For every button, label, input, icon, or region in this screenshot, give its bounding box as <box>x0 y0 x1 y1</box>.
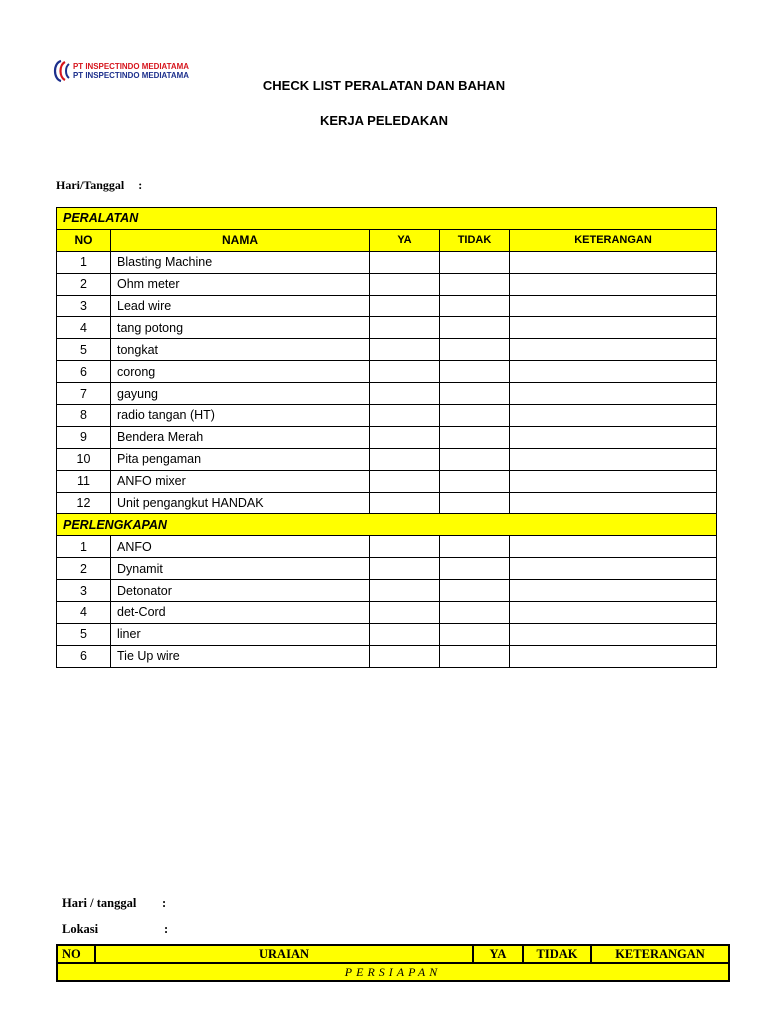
logo-text-main: PT INSPECTINDO MEDIATAMA <box>73 70 189 80</box>
item-no: 3 <box>57 580 111 602</box>
tidak-cell[interactable] <box>440 405 510 427</box>
keterangan-cell[interactable] <box>510 623 717 645</box>
tidak-cell[interactable] <box>440 273 510 295</box>
keterangan-cell[interactable] <box>510 317 717 339</box>
section-title: PERALATAN <box>57 208 717 230</box>
tidak-cell[interactable] <box>440 251 510 273</box>
date-label: Hari/Tanggal <box>56 178 125 192</box>
tidak-cell[interactable] <box>440 426 510 448</box>
tidak-cell[interactable] <box>440 645 510 667</box>
tidak-cell[interactable] <box>440 623 510 645</box>
tidak-cell[interactable] <box>440 339 510 361</box>
section-row <box>57 208 717 230</box>
table-header-row <box>57 229 717 251</box>
item-no: 4 <box>57 317 111 339</box>
item-name: Detonator <box>111 580 370 602</box>
keterangan-cell[interactable] <box>510 558 717 580</box>
item-name: gayung <box>111 383 370 405</box>
ya-cell[interactable] <box>370 295 440 317</box>
ya-cell[interactable] <box>370 426 440 448</box>
keterangan-cell[interactable] <box>510 273 717 295</box>
item-no: 1 <box>57 251 111 273</box>
item-name: tongkat <box>111 339 370 361</box>
table-row <box>57 536 717 558</box>
table-row <box>57 448 717 470</box>
date-line <box>56 178 142 193</box>
second-header-tidak: TIDAK <box>523 945 591 963</box>
item-name: Ohm meter <box>111 273 370 295</box>
table-row <box>57 405 717 427</box>
tidak-cell[interactable] <box>440 361 510 383</box>
header-tidak: TIDAK <box>440 229 510 251</box>
keterangan-cell[interactable] <box>510 645 717 667</box>
ya-cell[interactable] <box>370 361 440 383</box>
table-row <box>57 273 717 295</box>
table-row <box>57 492 717 514</box>
ya-cell[interactable] <box>370 580 440 602</box>
second-date-label: Hari / tanggal <box>62 896 137 910</box>
keterangan-cell[interactable] <box>510 361 717 383</box>
ya-cell[interactable] <box>370 645 440 667</box>
page-title-line2: KERJA PELEDAKAN <box>319 113 449 128</box>
item-no: 6 <box>57 645 111 667</box>
keterangan-cell[interactable] <box>510 448 717 470</box>
item-no: 7 <box>57 383 111 405</box>
header-no: NO <box>57 229 111 251</box>
page-title-line1: CHECK LIST PERALATAN DAN BAHAN <box>262 78 506 93</box>
second-section-row <box>57 963 729 981</box>
ya-cell[interactable] <box>370 448 440 470</box>
keterangan-cell[interactable] <box>510 251 717 273</box>
ya-cell[interactable] <box>370 273 440 295</box>
section-row <box>57 514 717 536</box>
keterangan-cell[interactable] <box>510 580 717 602</box>
second-header-keterangan: KETERANGAN <box>591 945 729 963</box>
location-label: Lokasi <box>62 922 99 936</box>
table-row <box>57 383 717 405</box>
item-name: ANFO mixer <box>111 470 370 492</box>
keterangan-cell[interactable] <box>510 383 717 405</box>
tidak-cell[interactable] <box>440 492 510 514</box>
location-line <box>62 922 169 937</box>
item-name: Bendera Merah <box>111 426 370 448</box>
table-row <box>57 645 717 667</box>
keterangan-cell[interactable] <box>510 470 717 492</box>
checklist-table <box>56 207 717 668</box>
item-name: Dynamit <box>111 558 370 580</box>
item-name: det-Cord <box>111 602 370 624</box>
second-header-uraian: URAIAN <box>95 945 473 963</box>
table-row <box>57 470 717 492</box>
keterangan-cell[interactable] <box>510 426 717 448</box>
item-no: 9 <box>57 426 111 448</box>
item-no: 11 <box>57 470 111 492</box>
section-persiapan: PERSIAPAN <box>57 963 729 981</box>
item-no: 4 <box>57 602 111 624</box>
second-date-colon: : <box>162 896 167 910</box>
item-no: 12 <box>57 492 111 514</box>
second-header-no: NO <box>57 945 95 963</box>
tidak-cell[interactable] <box>440 602 510 624</box>
item-no: 2 <box>57 558 111 580</box>
item-name: Lead wire <box>111 295 370 317</box>
item-name: Unit pengangkut HANDAK <box>111 492 370 514</box>
tidak-cell[interactable] <box>440 295 510 317</box>
header-keterangan: KETERANGAN <box>510 229 717 251</box>
ya-cell[interactable] <box>370 251 440 273</box>
item-name: tang potong <box>111 317 370 339</box>
item-name: Tie Up wire <box>111 645 370 667</box>
item-name: corong <box>111 361 370 383</box>
ya-cell[interactable] <box>370 492 440 514</box>
table-row <box>57 580 717 602</box>
ya-cell[interactable] <box>370 623 440 645</box>
item-name: radio tangan (HT) <box>111 405 370 427</box>
keterangan-cell[interactable] <box>510 492 717 514</box>
keterangan-cell[interactable] <box>510 405 717 427</box>
ya-cell[interactable] <box>370 558 440 580</box>
table-row <box>57 623 717 645</box>
keterangan-cell[interactable] <box>510 339 717 361</box>
tidak-cell[interactable] <box>440 317 510 339</box>
keterangan-cell[interactable] <box>510 602 717 624</box>
item-name: Pita pengaman <box>111 448 370 470</box>
item-no: 6 <box>57 361 111 383</box>
ya-cell[interactable] <box>370 383 440 405</box>
second-date-line <box>62 896 167 911</box>
section-title: PERLENGKAPAN <box>57 514 717 536</box>
tidak-cell[interactable] <box>440 536 510 558</box>
second-checklist-table <box>56 944 730 982</box>
item-no: 8 <box>57 405 111 427</box>
table-row <box>57 339 717 361</box>
keterangan-cell[interactable] <box>510 295 717 317</box>
tidak-cell[interactable] <box>440 470 510 492</box>
ya-cell[interactable] <box>370 536 440 558</box>
table-row <box>57 317 717 339</box>
ya-cell[interactable] <box>370 470 440 492</box>
table-row <box>57 602 717 624</box>
second-header-ya: YA <box>473 945 523 963</box>
location-colon: : <box>164 922 169 936</box>
item-no: 2 <box>57 273 111 295</box>
ya-cell[interactable] <box>370 405 440 427</box>
header-nama: NAMA <box>111 229 370 251</box>
date-colon: : <box>138 178 143 192</box>
item-no: 5 <box>57 623 111 645</box>
ya-cell[interactable] <box>370 602 440 624</box>
tidak-cell[interactable] <box>440 383 510 405</box>
item-name: ANFO <box>111 536 370 558</box>
table-row <box>57 558 717 580</box>
second-header-row <box>57 945 729 963</box>
item-name: liner <box>111 623 370 645</box>
table-row <box>57 361 717 383</box>
item-no: 5 <box>57 339 111 361</box>
ya-cell[interactable] <box>370 317 440 339</box>
ya-cell[interactable] <box>370 339 440 361</box>
table-row <box>57 295 717 317</box>
logo-text-top: PT INSPECTINDO MEDIATAMA <box>73 62 190 71</box>
item-no: 3 <box>57 295 111 317</box>
keterangan-cell[interactable] <box>510 536 717 558</box>
tidak-cell[interactable] <box>440 580 510 602</box>
table-row <box>57 426 717 448</box>
item-no: 1 <box>57 536 111 558</box>
item-name: Blasting Machine <box>111 251 370 273</box>
item-no: 10 <box>57 448 111 470</box>
tidak-cell[interactable] <box>440 558 510 580</box>
tidak-cell[interactable] <box>440 448 510 470</box>
table-row <box>57 251 717 273</box>
header-ya: YA <box>370 229 440 251</box>
